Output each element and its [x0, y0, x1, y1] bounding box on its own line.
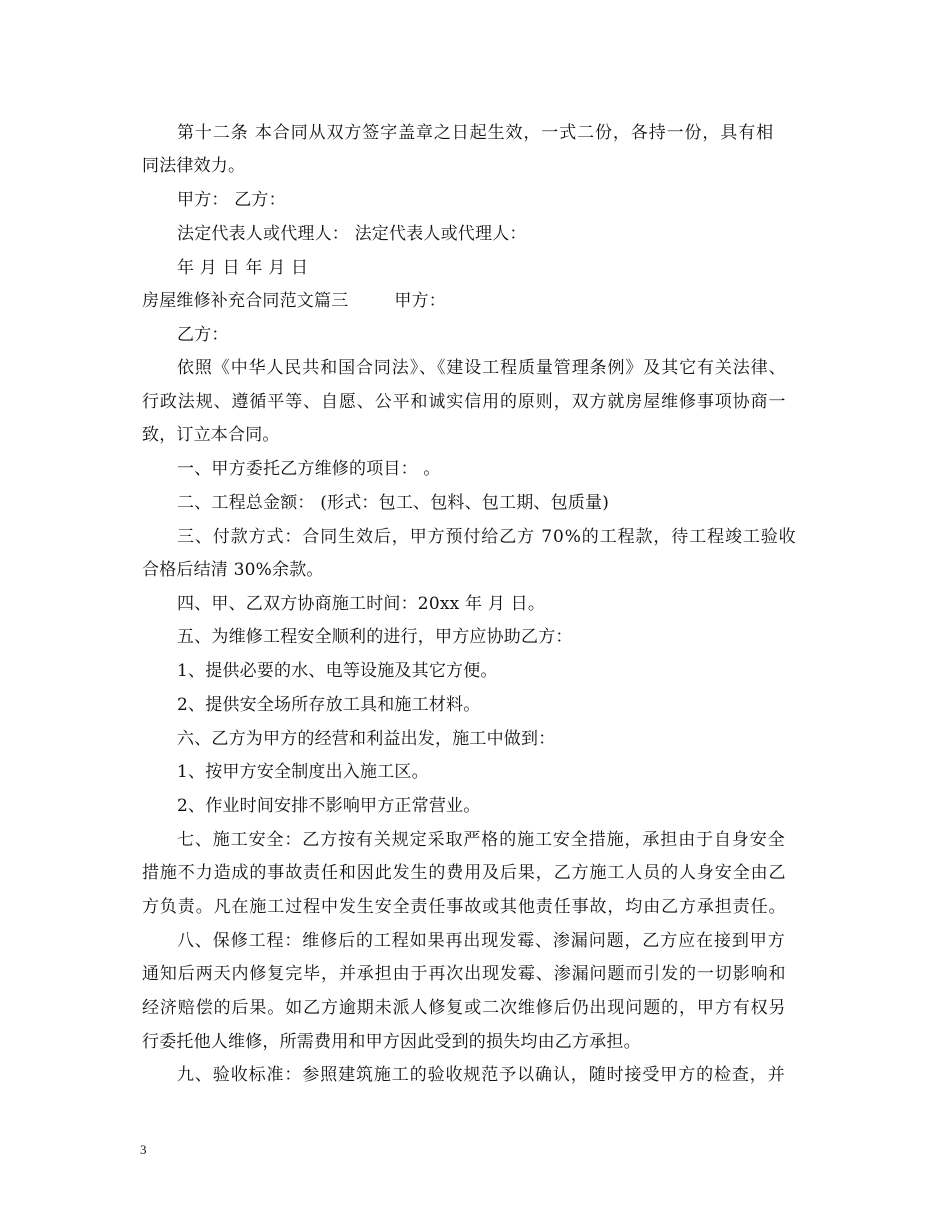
paragraph-line: 三、付款方式：合同生效后，甲方预付给乙方 70%的工程款，待工程竣工验收 — [177, 527, 797, 547]
page-number: 3 — [140, 1142, 147, 1157]
section-heading: 房屋维修补充合同范文篇三 — [142, 291, 349, 311]
paragraph-line: 法定代表人或代理人： 法定代表人或代理人： — [177, 224, 527, 244]
paragraph-line: 2、提供安全场所存放工具和施工材料。 — [177, 695, 481, 715]
paragraph-line: 二、工程总金额： (形式：包工、包料、包工期、包质量) — [177, 493, 610, 513]
paragraph-line: 八、保修工程：维修后的工程如果再出现发霉、渗漏问题，乙方应在接到甲方 — [177, 931, 786, 951]
paragraph-line: 同法律效力。 — [142, 156, 246, 176]
paragraph-line: 1、提供必要的水、电等设施及其它方便。 — [177, 661, 498, 681]
paragraph-line: 方负责。凡在施工过程中发生安全责任事故或其他责任事故，均由乙方承担责任。 — [142, 897, 787, 917]
party-a-label: 甲方： — [394, 291, 447, 311]
paragraph-line: 行委托他人维修，所需费用和甲方因此受到的损失均由乙方承担。 — [142, 1032, 641, 1052]
paragraph-line: 乙方： — [177, 325, 229, 345]
paragraph-line: 依照《中华人民共和国合同法》、《建设工程质量管理条例》及其它有关法律、 — [177, 358, 787, 378]
paragraph-line: 第十二条 本合同从双方签字盖章之日起生效，一式二份，各持一份，具有相 — [177, 123, 775, 143]
paragraph-line: 甲方： 乙方： — [177, 190, 286, 210]
paragraph-line: 措施不力造成的事故责任和因此发生的费用及后果，乙方施工人员的人身安全由乙 — [142, 863, 787, 883]
paragraph-line: 五、为维修工程安全顺利的进行，甲方应协助乙方： — [177, 627, 573, 647]
paragraph-line: 七、施工安全：乙方按有关规定采取严格的施工安全措施，承担由于自身安全 — [177, 830, 786, 850]
paragraph-line: 四、甲、乙双方协商施工时间：20xx 年 月 日。 — [177, 594, 546, 614]
paragraph-line: 经济赔偿的后果。如乙方逾期未派人修复或二次维修后仍出现问题的，甲方有权另 — [142, 998, 787, 1018]
paragraph-line: 2、作业时间安排不影响甲方正常营业。 — [177, 796, 481, 816]
paragraph-line: 一、甲方委托乙方维修的项目： 。 — [177, 459, 441, 479]
paragraph-line: 年 月 日 年 月 日 — [177, 258, 309, 278]
paragraph-line: 行政法规、遵循平等、自愿、公平和诚实信用的原则，双方就房屋维修事项协商一 — [142, 392, 787, 412]
section-heading-line — [142, 291, 812, 311]
paragraph-line: 1、按甲方安全制度出入施工区。 — [177, 762, 429, 782]
paragraph-line: 九、验收标准：参照建筑施工的验收规范予以确认，随时接受甲方的检查，并 — [177, 1065, 786, 1085]
paragraph-line: 六、乙方为甲方的经营和利益出发，施工中做到： — [177, 729, 556, 749]
paragraph-line: 致，订立本合同。 — [142, 425, 280, 445]
paragraph-line: 通知后两天内修复完毕，并承担由于再次出现发霉、渗漏问题而引发的一切影响和 — [142, 964, 787, 984]
paragraph-line: 合格后结清 30%余款。 — [142, 560, 324, 580]
